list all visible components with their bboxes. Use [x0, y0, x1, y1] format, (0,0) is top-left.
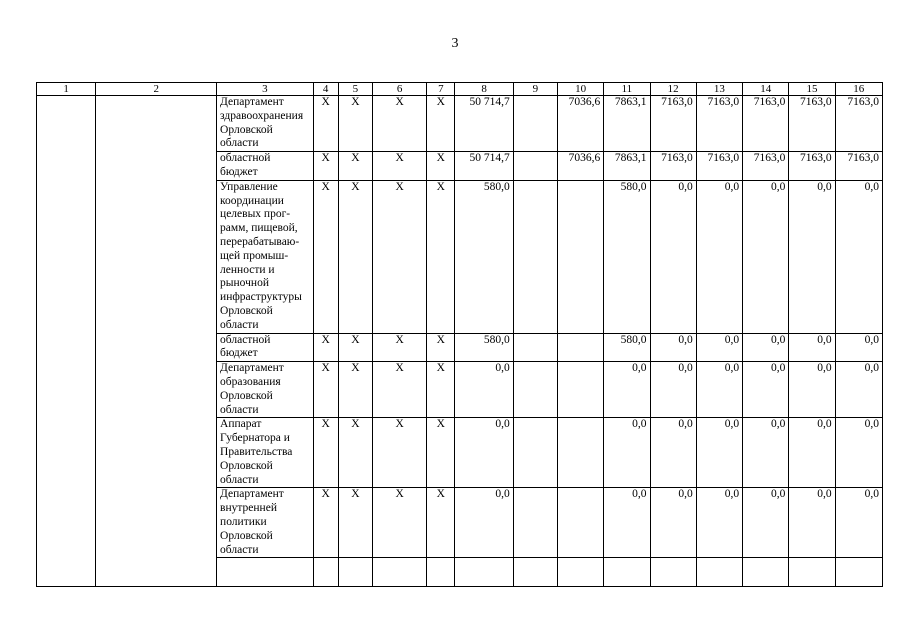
cell-c16: 0,0 [835, 180, 882, 333]
cell-c9 [513, 152, 557, 181]
cell-c15: 0,0 [789, 180, 835, 333]
cell-c13: 0,0 [696, 180, 742, 333]
cell-c4: X [313, 488, 338, 558]
cell-c12: 0,0 [650, 333, 696, 362]
empty-cell [372, 558, 426, 587]
cell-c8: 580,0 [455, 333, 513, 362]
cell-c16: 0,0 [835, 362, 882, 418]
cell-c11: 7863,1 [604, 152, 650, 181]
cell-c8: 580,0 [455, 180, 513, 333]
cell-c6: X [372, 96, 426, 152]
column-header-8: 8 [455, 83, 513, 96]
empty-cell [455, 558, 513, 587]
cell-c12: 0,0 [650, 488, 696, 558]
cell-c13: 0,0 [696, 418, 742, 488]
cell-c6: X [372, 180, 426, 333]
cell-c14: 0,0 [743, 418, 789, 488]
cell-c15: 0,0 [789, 362, 835, 418]
cell-c5: X [338, 362, 372, 418]
cell-c14: 7163,0 [743, 152, 789, 181]
cell-c5: X [338, 333, 372, 362]
cell-c4: X [313, 333, 338, 362]
cell-c7: X [427, 180, 455, 333]
cell-c7: X [427, 418, 455, 488]
cell-c7: X [427, 488, 455, 558]
cell-c6: X [372, 152, 426, 181]
cell-col-1 [37, 96, 96, 587]
cell-c9 [513, 333, 557, 362]
cell-c4: X [313, 362, 338, 418]
cell-c8: 50 714,7 [455, 96, 513, 152]
row-name: Департамент здравоохранения Орловской области [217, 96, 314, 152]
page-number: 3 [451, 36, 459, 51]
cell-c12: 0,0 [650, 180, 696, 333]
column-header-5: 5 [338, 83, 372, 96]
cell-c15: 7163,0 [789, 96, 835, 152]
empty-cell [650, 558, 696, 587]
column-header-15: 15 [789, 83, 835, 96]
cell-c13: 0,0 [696, 362, 742, 418]
column-header-11: 11 [604, 83, 650, 96]
cell-c5: X [338, 488, 372, 558]
cell-c6: X [372, 362, 426, 418]
cell-c12: 0,0 [650, 362, 696, 418]
table-row [37, 96, 883, 152]
column-header-9: 9 [513, 83, 557, 96]
empty-cell [558, 558, 604, 587]
column-header-12: 12 [650, 83, 696, 96]
empty-cell [835, 558, 882, 587]
cell-c13: 7163,0 [696, 96, 742, 152]
cell-c4: X [313, 96, 338, 152]
cell-c9 [513, 488, 557, 558]
cell-c5: X [338, 152, 372, 181]
cell-c5: X [338, 418, 372, 488]
cell-c10 [558, 362, 604, 418]
empty-cell [217, 558, 314, 587]
cell-c16: 0,0 [835, 418, 882, 488]
cell-c10 [558, 488, 604, 558]
cell-c8: 0,0 [455, 418, 513, 488]
cell-c11: 580,0 [604, 180, 650, 333]
cell-c8: 0,0 [455, 362, 513, 418]
cell-c9 [513, 180, 557, 333]
cell-c8: 0,0 [455, 488, 513, 558]
column-header-13: 13 [696, 83, 742, 96]
empty-cell [604, 558, 650, 587]
column-header-10: 10 [558, 83, 604, 96]
column-header-7: 7 [427, 83, 455, 96]
cell-c4: X [313, 180, 338, 333]
cell-c8: 50 714,7 [455, 152, 513, 181]
cell-c6: X [372, 418, 426, 488]
cell-c14: 0,0 [743, 362, 789, 418]
cell-c7: X [427, 333, 455, 362]
cell-c10: 7036,6 [558, 96, 604, 152]
empty-cell [313, 558, 338, 587]
empty-cell [743, 558, 789, 587]
cell-c14: 0,0 [743, 180, 789, 333]
cell-c7: X [427, 96, 455, 152]
column-header-14: 14 [743, 83, 789, 96]
column-header-6: 6 [372, 83, 426, 96]
budget-table [36, 82, 883, 587]
cell-c14: 7163,0 [743, 96, 789, 152]
empty-cell [696, 558, 742, 587]
row-name: Аппарат Губернатора и Правительства Орловской области [217, 418, 314, 488]
cell-c13: 7163,0 [696, 152, 742, 181]
column-header-1: 1 [37, 83, 96, 96]
cell-c10 [558, 180, 604, 333]
cell-c9 [513, 96, 557, 152]
row-name: Управление координации целевых прог-рамм, пищевой, перерабатываю-щей промыш-ленности и рыночной инфраструктуры Орловской области [217, 180, 314, 333]
cell-c10 [558, 333, 604, 362]
cell-c14: 0,0 [743, 333, 789, 362]
cell-c7: X [427, 152, 455, 181]
empty-cell [338, 558, 372, 587]
column-header-2: 2 [96, 83, 217, 96]
cell-c16: 7163,0 [835, 96, 882, 152]
cell-c7: X [427, 362, 455, 418]
cell-c15: 7163,0 [789, 152, 835, 181]
column-header-4: 4 [313, 83, 338, 96]
column-header-3: 3 [217, 83, 314, 96]
row-name: Департамент образования Орловской области [217, 362, 314, 418]
cell-c10: 7036,6 [558, 152, 604, 181]
cell-c13: 0,0 [696, 488, 742, 558]
empty-cell [513, 558, 557, 587]
cell-c14: 0,0 [743, 488, 789, 558]
cell-c9 [513, 362, 557, 418]
cell-c12: 0,0 [650, 418, 696, 488]
cell-c6: X [372, 488, 426, 558]
cell-c11: 0,0 [604, 418, 650, 488]
cell-c12: 7163,0 [650, 152, 696, 181]
row-name: областной бюджет [217, 152, 314, 181]
cell-c11: 0,0 [604, 362, 650, 418]
empty-cell [427, 558, 455, 587]
cell-c4: X [313, 418, 338, 488]
table-body [37, 96, 883, 587]
cell-c6: X [372, 333, 426, 362]
cell-c13: 0,0 [696, 333, 742, 362]
cell-c12: 7163,0 [650, 96, 696, 152]
row-name: областной бюджет [217, 333, 314, 362]
cell-c9 [513, 418, 557, 488]
header-row [37, 83, 883, 96]
cell-c11: 0,0 [604, 488, 650, 558]
cell-c15: 0,0 [789, 488, 835, 558]
cell-c16: 7163,0 [835, 152, 882, 181]
column-header-16: 16 [835, 83, 882, 96]
empty-cell [789, 558, 835, 587]
cell-col-2 [96, 96, 217, 587]
cell-c16: 0,0 [835, 488, 882, 558]
cell-c10 [558, 418, 604, 488]
cell-c15: 0,0 [789, 333, 835, 362]
cell-c15: 0,0 [789, 418, 835, 488]
cell-c5: X [338, 180, 372, 333]
row-name: Департамент внутренней политики Орловской области [217, 488, 314, 558]
cell-c16: 0,0 [835, 333, 882, 362]
cell-c11: 580,0 [604, 333, 650, 362]
cell-c5: X [338, 96, 372, 152]
cell-c11: 7863,1 [604, 96, 650, 152]
cell-c4: X [313, 152, 338, 181]
